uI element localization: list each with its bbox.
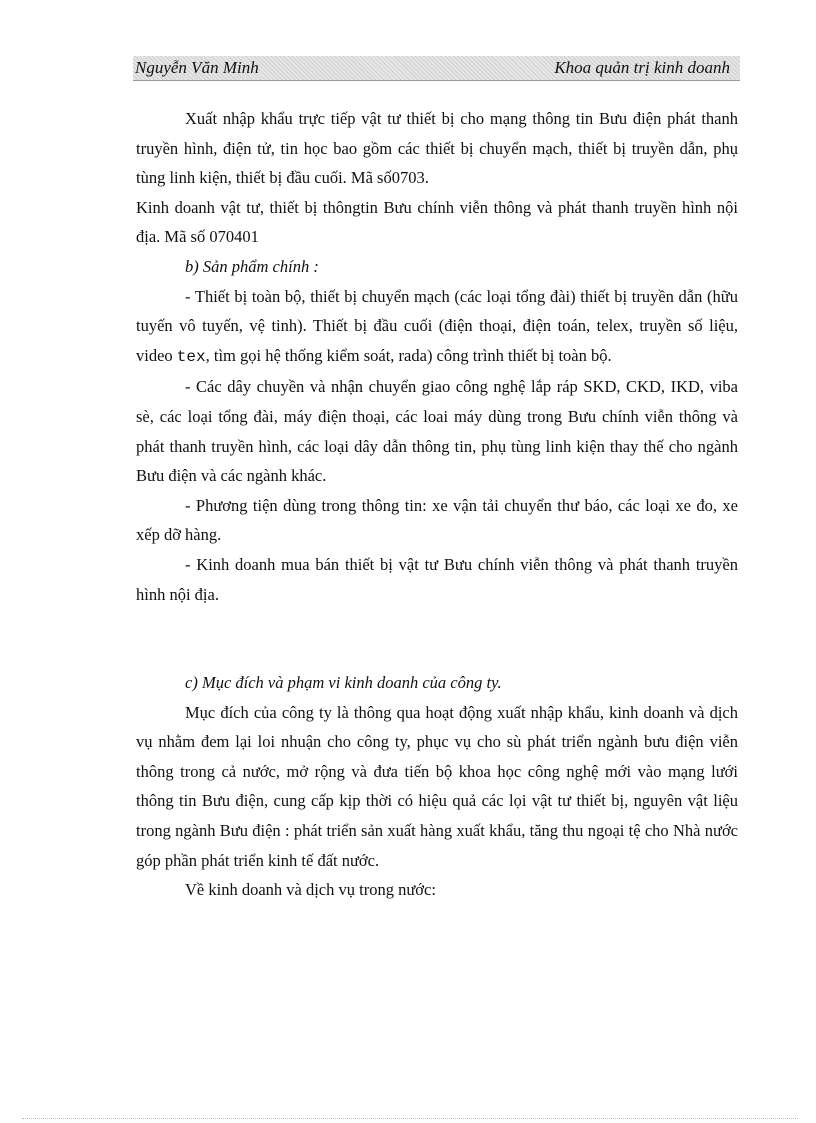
footer-divider [22, 1118, 798, 1119]
header-faculty: Khoa quản trị kinh doanh [554, 58, 730, 77]
product-equipment-text-end: , tìm gọi hệ thống kiểm soát, rada) công trình thiết bị toàn bộ. [205, 345, 612, 365]
document-body [136, 104, 738, 905]
paragraph-product-trading: - Kinh doanh mua bán thiết bị vật tư Bưu chính viễn thông và phát thanh truyền hình nội địa. [136, 554, 738, 604]
header-author: Nguyễn Văn Minh [135, 58, 259, 77]
paragraph-product-equipment [136, 282, 738, 373]
paragraph-product-vehicles: - Phương tiện dùng trong thông tin: xe vận tải chuyển thư báo, các loại xe đo, xe xếp dỡ hàng. [136, 495, 738, 545]
paragraph-domestic-trade: Kinh doanh vật tư, thiết bị thôngtin Bưu chính viễn thông và phát thanh truyền hình nội địa. Mã số 070401 [136, 197, 738, 247]
paragraph-purpose: Mục đích của công ty là thông qua hoạt động xuất nhập khẩu, kinh doanh và dịch vụ nhằm đem lại loi nhuận cho công ty, phục vụ cho sù phát triển ngành bưu điện viễn thông trong cả nước, mở rộng và đưa tiến bộ khoa học công nghệ mới vào mạng lưới thông tin Bưu điện, cung cấp kịp thời có hiệu quả các lọi vật tư thiết bị, nguyên vật liệu trong ngành Bưu điện : phát triển sản xuất hàng xuất khẩu, tăng thu ngoại tệ cho Nhà nước góp phần phát triển kinh tế đất nước. [136, 702, 738, 870]
paragraph-import-export: Xuất nhập khẩu trực tiếp vật tư thiết bị cho mạng thông tin Bưu điện phát thanh truyền hình, điện tử, tin học bao gồm các thiết bị chuyển mạch, thiết bị truyền dẫn, phụ tùng linh kiện, thiết bị đầu cuối. Mã số0703. [136, 109, 738, 188]
section-heading-purpose-scope: c) Mục đích và phạm vi kinh doanh của công ty. [185, 673, 502, 693]
product-equipment-tex: tex [176, 347, 206, 366]
product-equipment-text: - Thiết bị toàn bộ, thiết bị chuyển mạch (các loại tổng đài) thiết bị truyền dẫn (hữu tuyến vô tuyến, vệ tinh). Thiết bị đầu cuối (điện thoại, điện toán, telex, truyền số liệu, video [136, 286, 738, 365]
page-header [133, 56, 740, 81]
paragraph-product-assembly: - Các dây chuyền và nhận chuyển giao công nghệ lắp ráp SKD, CKD, IKD, viba sè, các loại tổng đài, máy điện thoại, các loai máy dùng trong Bưu chính viễn thông và phát thanh truyền hình, các loại dây dẫn thông tin, phụ tùng linh kiện thay thế cho ngành Bưu điện và các ngành khác. [136, 377, 738, 486]
paragraph-domestic-services: Về kinh doanh và dịch vụ trong nước: [185, 880, 436, 900]
section-spacer [136, 609, 738, 668]
section-heading-main-products: b) Sản phẩm chính : [185, 256, 319, 276]
